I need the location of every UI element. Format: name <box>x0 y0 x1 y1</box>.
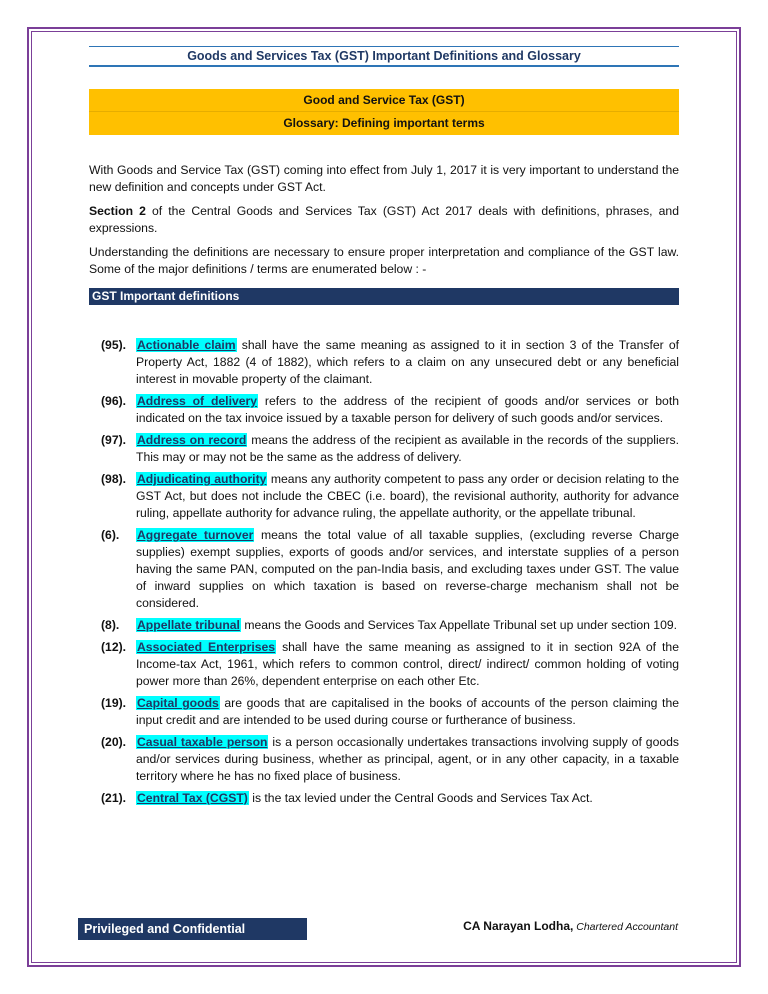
section-reference: Section 2 <box>89 204 146 218</box>
definition-number: (20). <box>101 735 127 749</box>
definition-text: are goods that are capitalised in the books of accounts of the person claiming the input credit and are intended to be used during course or furtherance of business. <box>136 696 679 727</box>
definition-body <box>136 337 679 388</box>
definition-body <box>136 695 679 729</box>
definition-term: Aggregate turnover <box>137 528 254 542</box>
definitions-list <box>89 337 679 812</box>
definition-item <box>89 471 679 522</box>
definition-number: (96). <box>101 394 127 408</box>
definition-number: (19). <box>101 696 127 710</box>
definition-body <box>136 617 679 634</box>
definition-text: is the tax levied under the Central Goods and Services Tax Act. <box>248 791 593 805</box>
definition-item <box>89 639 679 690</box>
definition-term: Casual taxable person <box>137 735 268 749</box>
definition-number: (21). <box>101 791 127 805</box>
definition-body <box>136 790 679 807</box>
definition-term: Central Tax (CGST) <box>137 791 248 805</box>
definition-term: Capital goods <box>137 696 219 710</box>
definition-text: shall have the same meaning as assigned to it in section 3 of the Transfer of Property Act, 1882 (4 of 1882), which refers to a claim on any unsecured debt or any beneficial interest in movable property of the claimant. <box>136 338 680 386</box>
intro-paragraph-1: With Goods and Service Tax (GST) coming into effect from July 1, 2017 it is very important to understand the new definition and concepts under GST Act. <box>89 163 679 194</box>
intro-paragraph-2-text: of the Central Goods and Services Tax (GST) Act 2017 deals with definitions, phrases, and expressions. <box>89 204 679 235</box>
definition-text: means the Goods and Services Tax Appellate Tribunal set up under section 109. <box>240 618 678 632</box>
confidential-label: Privileged and Confidential <box>78 918 307 940</box>
author-role: Chartered Accountant <box>573 921 678 933</box>
definition-body <box>136 471 679 522</box>
author-name: CA Narayan Lodha, <box>463 919 574 933</box>
definition-text: is a person occasionally undertakes transactions involving supply of goods and/or services during business, whether as principal, agent, or in any other capacity, in a taxable territory where he has no fixed place of business. <box>136 735 679 783</box>
section-heading: GST Important definitions <box>89 288 679 305</box>
definition-body <box>136 527 679 612</box>
intro-paragraph-2 <box>89 203 679 237</box>
definition-number: (6). <box>101 528 120 542</box>
definition-item <box>89 393 679 427</box>
definition-item <box>89 617 679 634</box>
title-box <box>89 89 679 135</box>
definition-term: Associated Enterprises <box>137 640 276 654</box>
definition-body <box>136 393 679 427</box>
intro-paragraph-3: Understanding the definitions are necessary to ensure proper interpretation and compliance of the GST law. Some of the major definitions / terms are enumerated below : - <box>89 245 679 276</box>
header-banner: Goods and Services Tax (GST) Important Definitions and Glossary <box>89 46 679 67</box>
definition-number: (97). <box>101 433 127 447</box>
definition-number: (98). <box>101 472 127 486</box>
definition-body <box>136 639 679 690</box>
definition-text: shall have the same meaning as assigned to it in section 92A of the Income-tax Act, 1961, which refers to common control, direct/ indirect/ common holding of voting power more than 26%, dependent enterprise on each other Etc. <box>136 640 679 688</box>
definition-item <box>89 432 679 466</box>
definition-term: Actionable claim <box>137 338 236 352</box>
definition-term: Adjudicating authority <box>137 472 267 486</box>
definition-text: refers to the address of the recipient of goods and/or services or both indicated on the tax invoice issued by a taxable person for delivery of such goods and/or services. <box>136 394 679 425</box>
definition-text: means the address of the recipient as available in the records of the suppliers. This may or may not be the same as the address of delivery. <box>136 433 679 464</box>
definition-item <box>89 790 679 807</box>
definition-item <box>89 695 679 729</box>
title-box-heading: Good and Service Tax (GST) <box>303 93 465 107</box>
definition-number: (8). <box>101 618 120 632</box>
definition-item <box>89 734 679 785</box>
title-box-subheading: Glossary: Defining important terms <box>89 111 679 134</box>
definition-text: means the total value of all taxable supplies, (excluding reverse Charge supplies) exempt supplies, exports of goods and/or services, and interstate supplies of a person having the same PAN, computed on the pan-India basis, and excluding taxes under GST. The value of inward supplies on which taxation is based on reverse-charge mechanism shall not be considered. <box>136 528 680 610</box>
definition-term: Address of delivery <box>137 394 258 408</box>
definition-term: Address on record <box>137 433 247 447</box>
author-credit <box>463 918 678 935</box>
definition-number: (12). <box>101 640 127 654</box>
definition-item <box>89 337 679 388</box>
definition-term: Appellate tribunal <box>137 618 240 632</box>
definition-body <box>136 432 679 466</box>
definition-body <box>136 734 679 785</box>
intro-section <box>89 162 679 285</box>
definition-text: means any authority competent to pass any order or decision relating to the GST Act, but does not include the CBEC (i.e. board), the revisional authority, authority for advance ruling, appellate authority for advance ruling, the appellate authority, or the appellate tribunal. <box>136 472 679 520</box>
definition-number: (95). <box>101 338 127 352</box>
definition-item <box>89 527 679 612</box>
